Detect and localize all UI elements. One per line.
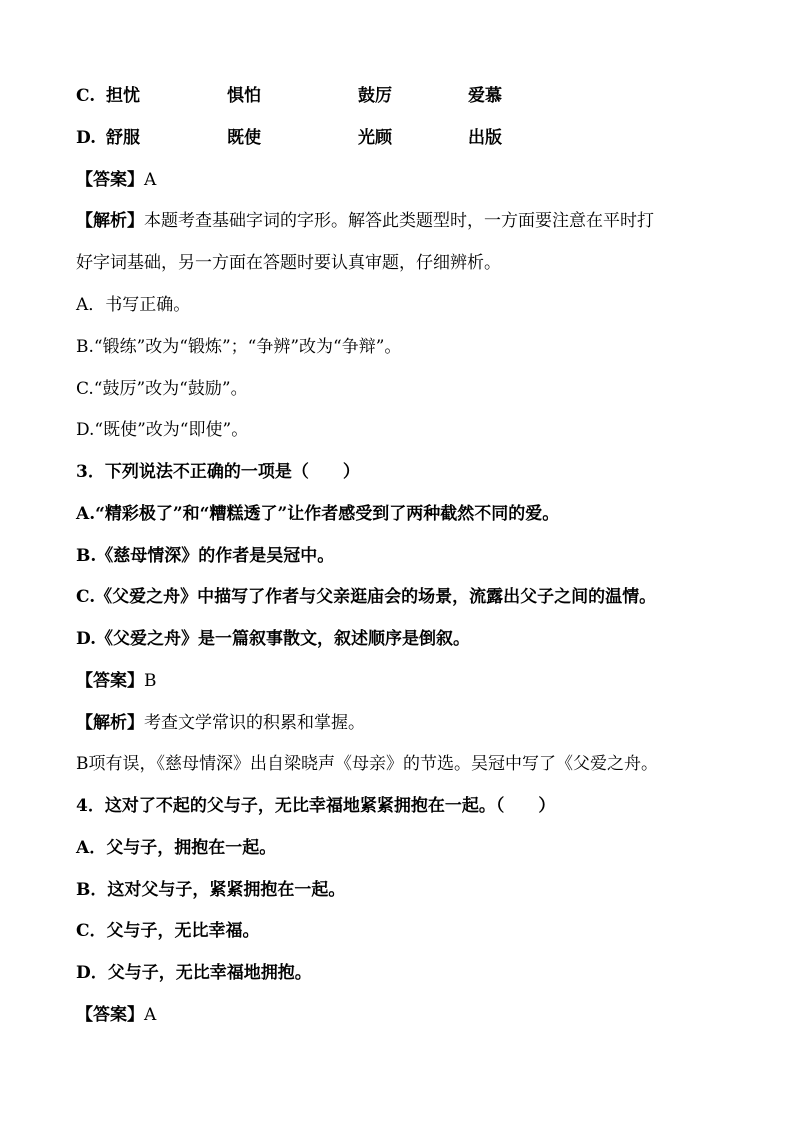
analysis-label: 【解析】 (76, 211, 144, 231)
q3-option-a: A.“精彩极了”和“糟糕透了”让作者感受到了两种截然不同的爱。 (76, 504, 560, 524)
q3-explain: B项有误，《慈母情深》出自梁晓声《母亲》的节选。吴冠中写了《父爱之舟。 (76, 754, 658, 774)
analysis-text: 考查文学常识的积累和掌握。 (144, 713, 365, 733)
q3-option-c: C.《父爱之舟》中描写了作者与父亲逛庙会的场景，流露出父子之间的温情。 (76, 587, 657, 607)
option-word-1: 担忧 (106, 86, 140, 106)
q3-option-b: B.《慈母情深》的作者是吴冠中。 (76, 546, 335, 566)
q2-explain-c: C.“鼓厉”改为“鼓励”。 (76, 379, 248, 399)
q2-explain-d: D.“既使”改为“即使”。 (76, 420, 249, 440)
answer-label: 【答案】 (76, 1005, 144, 1025)
q4-option-d: D．父与子，无比幸福地拥抱。 (76, 963, 312, 983)
q4-stem: 4．这对了不起的父与子，无比幸福地紧紧拥抱在一起。（ ） (76, 796, 556, 816)
answer-value: A (144, 170, 157, 190)
q2-explain-a: A．书写正确。 (76, 295, 191, 315)
analysis-text: 本题考查基础字词的字形。解答此类题型时，一方面要注意在平时打 (144, 211, 654, 231)
answer-label: 【答案】 (76, 170, 144, 190)
option-word-3: 鼓厉 (358, 86, 392, 106)
q2-explain-b: B.“锻练”改为“锻炼”；“争辨”改为“争辩”。 (76, 337, 402, 357)
option-letter: C. (76, 86, 96, 106)
q2-analysis-line-1 (76, 209, 654, 233)
option-word-1: 舒服 (106, 128, 140, 148)
q4-option-b: B．这对父与子，紧紧拥抱在一起。 (76, 880, 346, 900)
answer-label: 【答案】 (76, 671, 144, 691)
option-word-3: 光顾 (358, 128, 392, 148)
option-word-4: 出版 (468, 128, 502, 148)
option-word-2: 既使 (227, 128, 261, 148)
q2-answer (76, 168, 156, 192)
answer-value: B (144, 671, 157, 691)
answer-value: A (144, 1005, 157, 1025)
q3-option-d: D.《父爱之舟》是一篇叙事散文，叙述顺序是倒叙。 (76, 629, 471, 649)
analysis-label: 【解析】 (76, 713, 144, 733)
q4-option-c: C．父与子，无比幸福。 (76, 921, 260, 941)
q3-answer (76, 669, 157, 693)
q4-answer (76, 1003, 156, 1027)
q3-stem: 3．下列说法不正确的一项是（ ） (76, 462, 360, 482)
q3-analysis (76, 711, 365, 735)
option-word-4: 爱慕 (468, 86, 502, 106)
q4-option-a: A．父与子，拥抱在一起。 (76, 838, 277, 858)
option-letter: D. (76, 128, 97, 148)
q2-analysis-line-2: 好字词基础，另一方面在答题时要认真审题，仔细辨析。 (76, 253, 501, 273)
option-word-2: 惧怕 (227, 86, 261, 106)
